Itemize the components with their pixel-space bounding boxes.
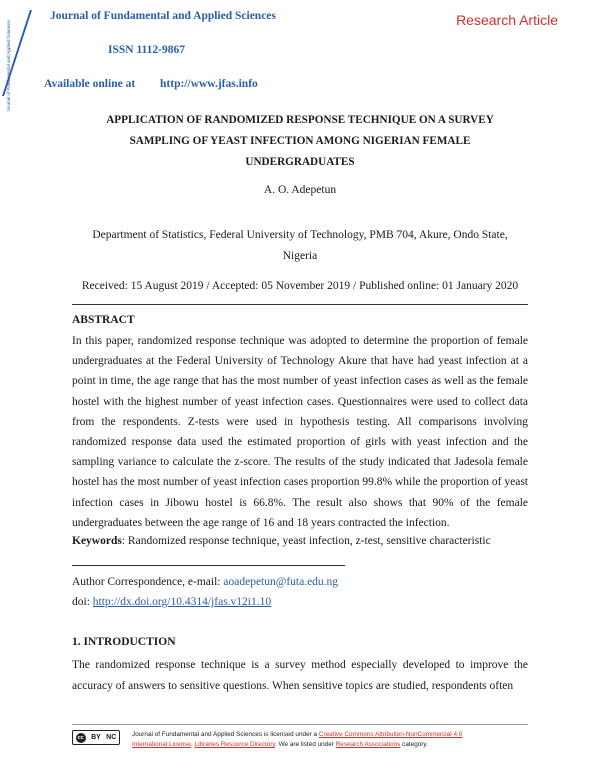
available-label: Available online at	[44, 78, 136, 90]
affiliation-line-2: Nigeria	[282, 250, 318, 262]
footer-sep: .	[190, 741, 195, 748]
issn: ISSN 1112-9867	[108, 44, 186, 56]
correspondence-label: Author Correspondence, e-mail:	[72, 576, 224, 588]
footer-text-1: Journal of Fundamental and Applied Sciences is licensed under a	[132, 731, 319, 738]
doi-link[interactable]: http://dx.doi.org/10.4314/jfas.v12i1.10	[92, 596, 272, 608]
footnote-divider	[72, 565, 345, 566]
journal-title: Journal of Fundamental and Applied Sciences	[50, 10, 276, 22]
license-link[interactable]: Creative Commons Attribution-NonCommercial 4.0	[318, 731, 463, 738]
cc-nc-icon: NC	[106, 734, 117, 741]
abstract-heading: ABSTRACT	[72, 314, 135, 326]
cc-by-icon: BY	[91, 734, 101, 741]
introduction-text: The randomized response technique is a survey method especially developed to improve the accuracy of answers to sensitive questions. When sensitive topics are studied, respondents often	[72, 659, 528, 692]
journal-logo	[2, 2, 42, 112]
doi-label: doi:	[72, 596, 93, 608]
author-correspondence	[72, 576, 338, 588]
title-line-3: UNDERGRADUATES	[245, 156, 355, 168]
doi	[72, 596, 271, 608]
title-line-1: APPLICATION OF RANDOMIZED RESPONSE TECHNIQUE ON A SURVEY	[106, 114, 494, 126]
associations-link[interactable]: Research Associations	[335, 741, 401, 748]
affiliation-line-1: Department of Statistics, Federal University of Technology, PMB 704, Akure, Ondo State,	[92, 229, 508, 241]
cc-icon: cc	[77, 734, 84, 741]
paper-title	[60, 110, 540, 173]
keywords	[72, 535, 528, 547]
footer-text-3: category.	[400, 741, 428, 748]
abstract-text: In this paper, randomized response technique was adopted to determine the proportion of female undergraduates at the Federal University of Technology Akure that have had yeast infection at a point in time, the age range that has the most number of yeast infection cases as well as the female hostel with the highest number of yeast infection cases. Questionnaires were used to collect data from the respondents. Z-tests were used in hypothesis testing. All comparisons involving randomized response data used the estimated proportion of girls with yeast infection and the sampling variance to calculate the z-score. The results of the study indicated that Jadesola female hostel has the most number of yeast infection cases proportion 99.8% while the proportion of yeast infection cases in Jibowu hostel is 66.8%. The result also shows that 90% of the female undergraduates between the age range of 16 and 18 years contracted the infection.	[72, 335, 528, 529]
publication-dates: Received: 15 August 2019 / Accepted: 05 November 2019 / Published online: 01 January 2020	[81, 280, 519, 292]
logo-text: Journal of Fundamental and Applied Sciences	[6, 20, 11, 112]
footer-license-text	[132, 730, 530, 750]
divider	[72, 304, 528, 305]
license-link-2[interactable]: International License	[132, 741, 191, 748]
libraries-link[interactable]: Libraries Resource Directory	[194, 741, 276, 748]
author-email[interactable]: aoadepetun@futa.edu.ng	[223, 576, 339, 588]
available-online	[44, 78, 258, 90]
author: A. O. Adepetun	[263, 184, 337, 196]
keywords-list: : Randomized response technique, yeast infection, z-test, sensitive characteristic	[121, 535, 491, 547]
title-line-2: SAMPLING OF YEAST INFECTION AMONG NIGERIAN FEMALE	[129, 135, 471, 147]
journal-url[interactable]: http://www.jfas.info	[160, 78, 258, 90]
footer-text-2: . We are listed under	[275, 741, 336, 748]
introduction-heading: 1. INTRODUCTION	[72, 636, 176, 648]
keywords-label: Keywords	[72, 535, 122, 547]
affiliation	[60, 225, 540, 267]
footer-divider	[72, 724, 528, 725]
article-type: Research Article	[456, 12, 558, 28]
cc-license-badge[interactable]	[72, 730, 120, 745]
